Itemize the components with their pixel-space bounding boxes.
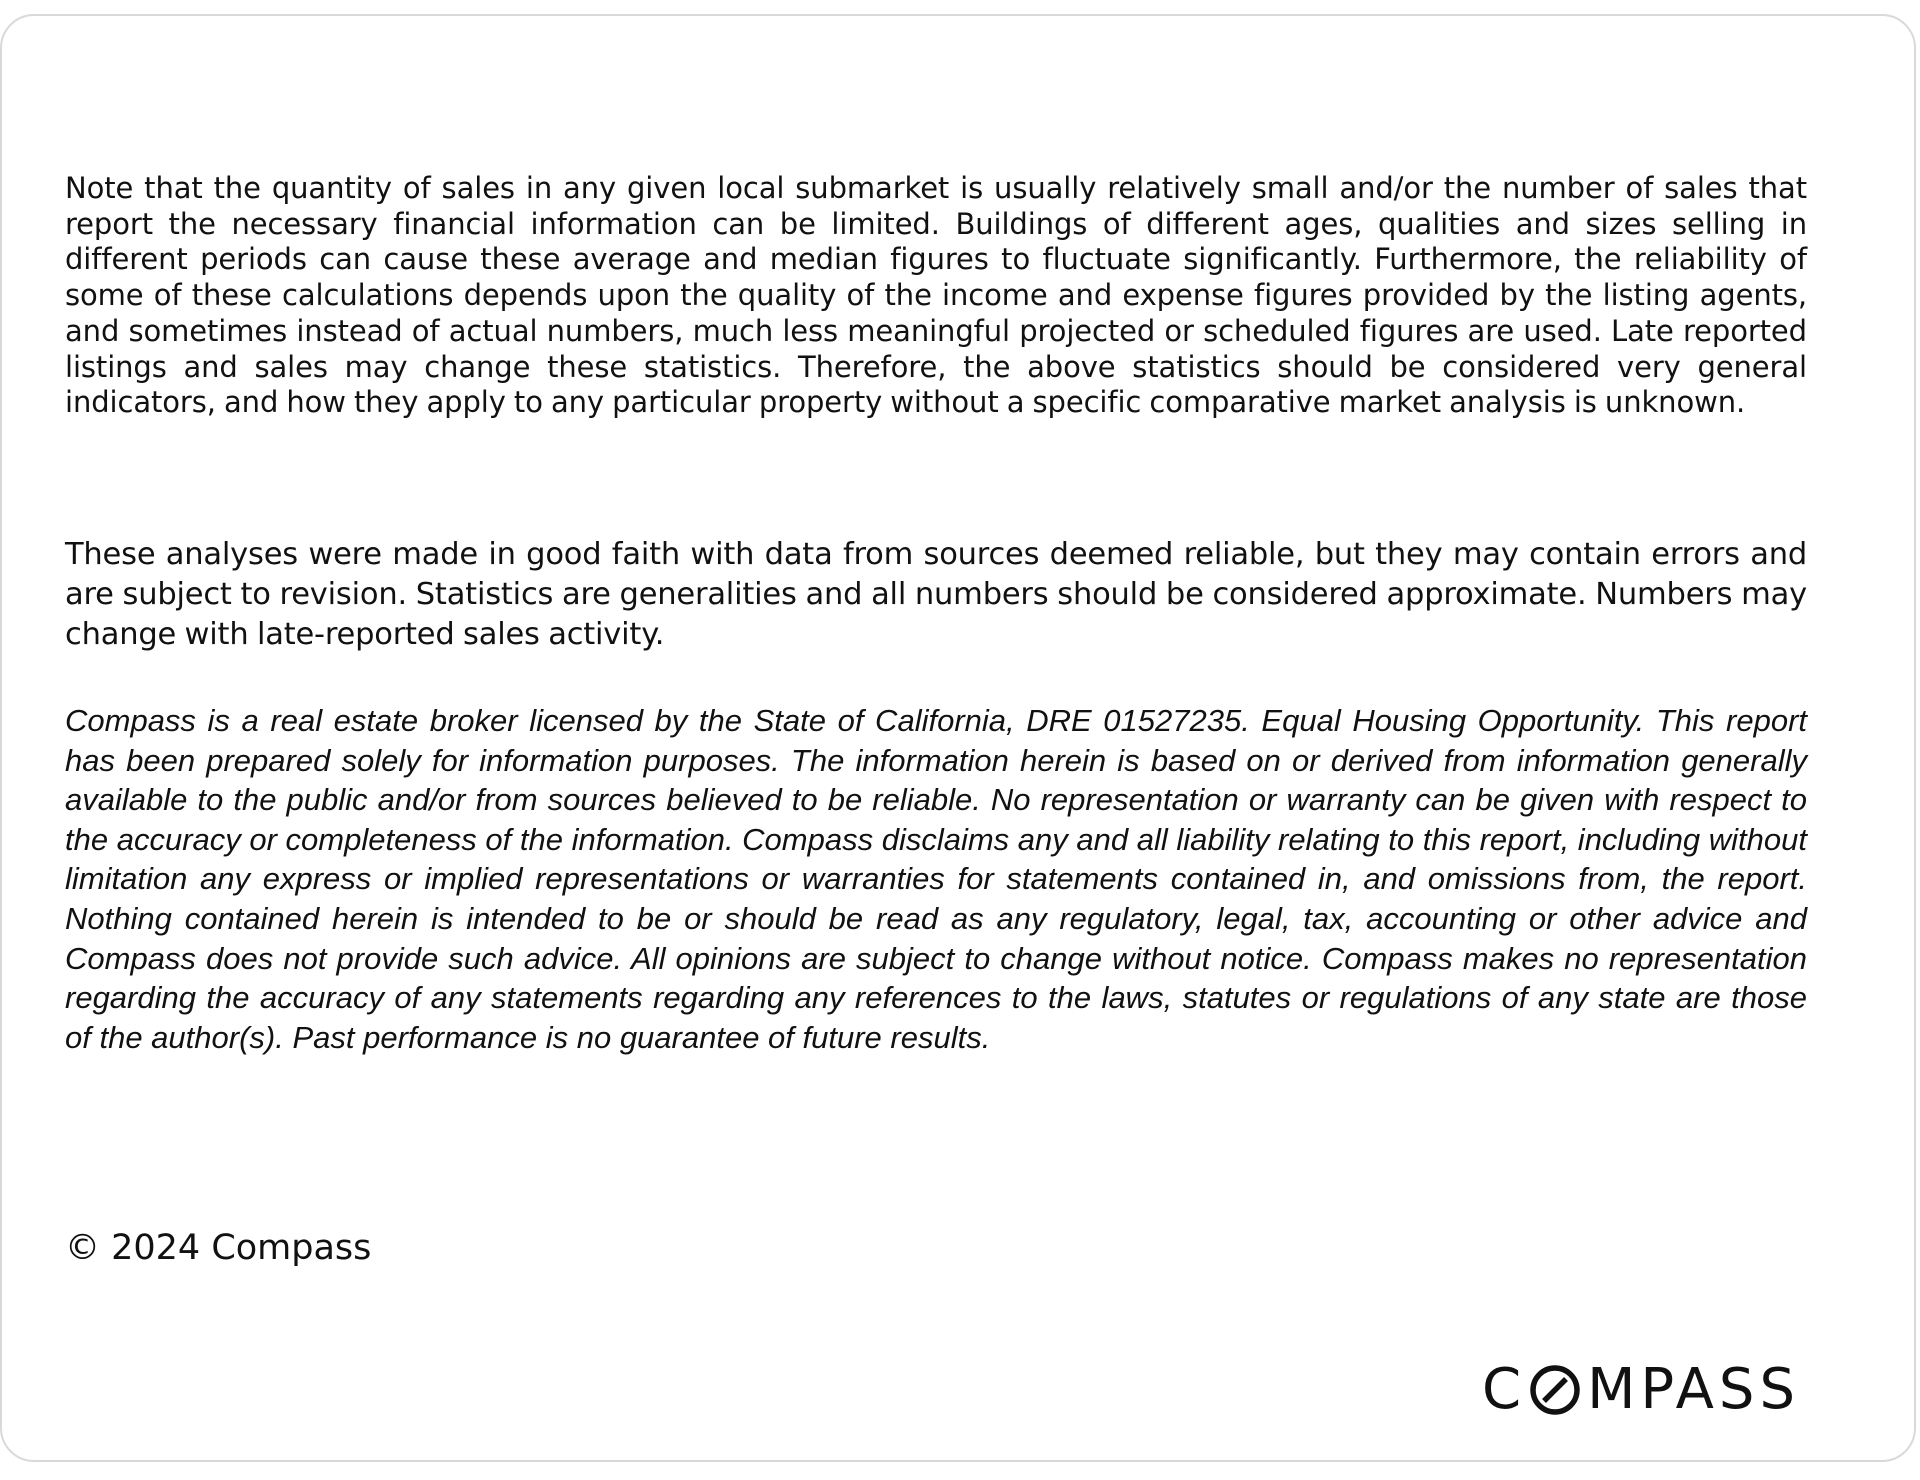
compass-logo	[1482, 1357, 1801, 1422]
logo-letter-c: C	[1482, 1357, 1527, 1422]
disclaimer-paragraph-analyses: These analyses were made in good faith with data from sources deemed reliable, but they may contain errors and are subject to revision. Statistics are generalities and all numbers should be considered approximate. Numbers may change with late-reported sales activity.	[65, 537, 1807, 652]
compass-o-icon	[1528, 1363, 1582, 1417]
copyright-notice: © 2024 Compass	[65, 1228, 372, 1268]
disclaimer-paragraph-statistics: Note that the quantity of sales in any given local submarket is usually relatively small and/or the number of sales that report the necessary financial information can be limited. Buildings of different ages, qualities and sizes selling in different periods can cause these average and median figures to fluctuate significantly. Furthermore, the reliability of some of these calculations depends upon the quality of the income and expense figures provided by the listing agents, and sometimes instead of actual numbers, much less meaningful projected or scheduled figures are used. Late reported listings and sales may change these statistics. Therefore, the above statistics should be considered very general indicators, and how they apply to any particular property without a specific comparative market analysis is unknown.	[65, 171, 1807, 420]
legal-disclaimer-paragraph: Compass is a real estate broker licensed by the State of California, DRE 01527235. Equal Housing Opportunity. This report has been prepared solely for information purposes. The information herein is based on or derived from information generally available to the public and/or from sources believed to be reliable. No representation or warranty can be given with respect to the accuracy or completeness of the information. Compass disclaims any and all liability relating to this report, including without limitation any express or implied representations or warranties for statements contained in, and omissions from, the report. Nothing contained herein is intended to be or should be read as any regulatory, legal, tax, accounting or other advice and Compass does not provide such advice. All opinions are subject to change without notice. Compass makes no representation regarding the accuracy of any statements regarding any references to the laws, statutes or regulations of any state are those of the author(s). Past performance is no guarantee of future results.	[65, 703, 1808, 1055]
logo-letters-mpass: MPASS	[1587, 1357, 1801, 1422]
